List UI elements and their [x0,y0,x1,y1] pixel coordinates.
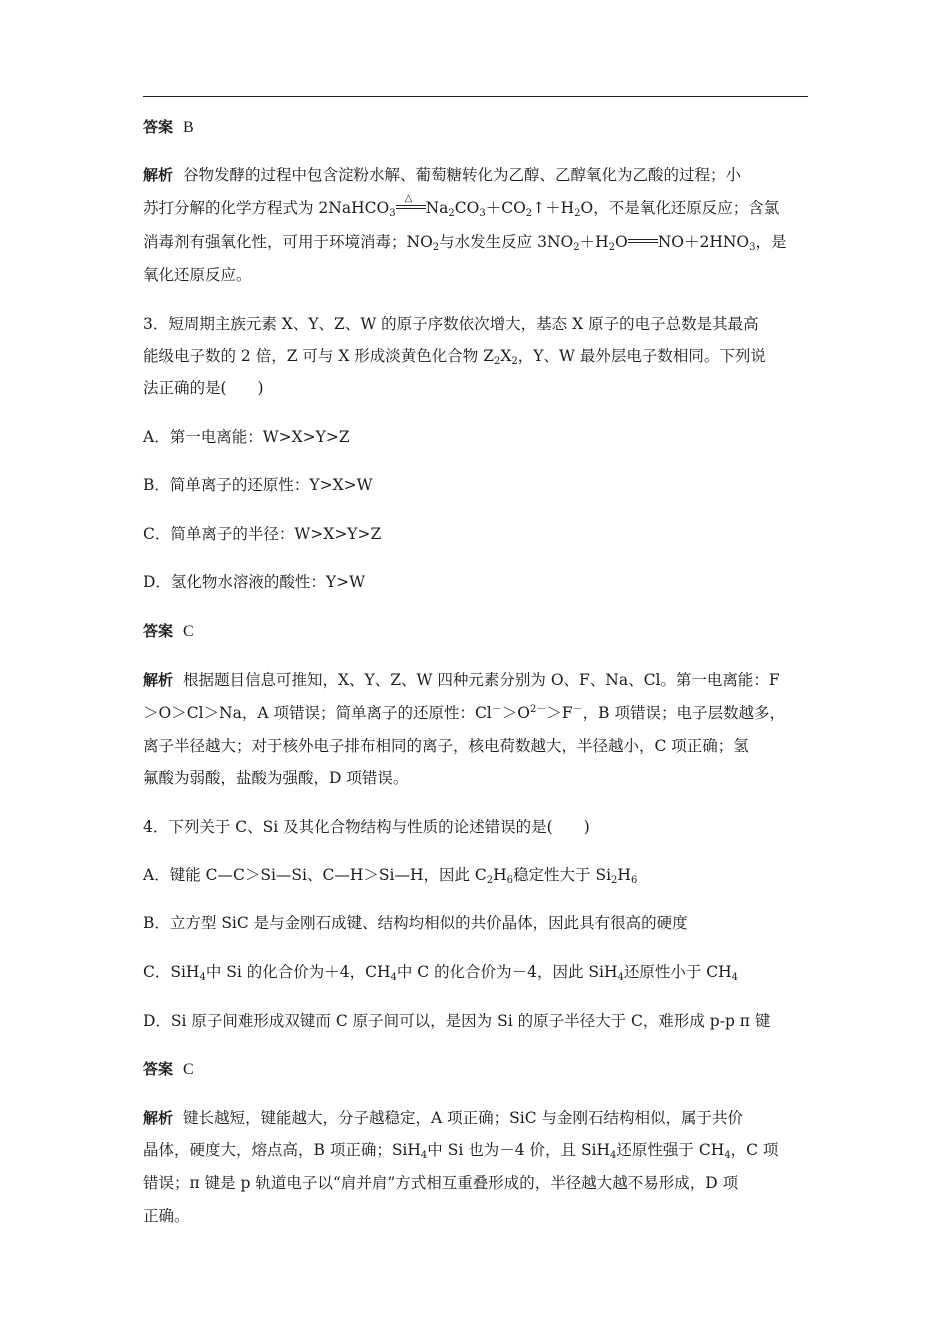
q4-stem: 4．下列关于 C、Si 及其化合物结构与性质的论述错误的是( ) [143,818,590,836]
q2-answer-value: B [183,119,194,136]
q4-option-c: C．SiH$_4$中 Si 的化合价为＋4，$CH_4$中 C 的化合价为－4，因此 SiH$_4$还原性小于 $CH_4$ [143,963,739,983]
q2-analysis-line-2: 苏打分解的化学方程式为 2NaHCO$_3$ △ $Na_2CO_3+CO_2↑+H_2O$，不是氧化还原反应；含氯 [143,198,779,218]
q3-stem-line-2: 能级电子数的 2 倍，Z 可与 X 形成淡黄色化合物 $Z_2X_2$，Y、W 最外层电子数相同。下列说 [143,347,766,367]
answer-label: 答案 [143,118,174,136]
q3-stem-line-1: 3．短周期主族元素 X、Y、Z、W 的原子序数依次增大，基态 X 原子的电子总数是其最高 [143,315,759,333]
q3-analysis-line-1: 解析 根据题目信息可推知，X、Y、Z、W 四种元素分别为 O、F、Na、Cl。第一电离能：F [143,671,780,689]
q3-option-b: B．简单离子的还原性：Y>X>W [143,476,373,494]
answer-label: 答案 [143,622,174,640]
answer-label: 答案 [143,1060,174,1078]
q2-analysis-line-3: 消毒剂有强氧化性，可用于环境消毒；$NO_2$与水发生反应 $3NO_2+H_2O$ $NO+2HNO_3$，是 [143,233,787,253]
q2-analysis-line-1: 解析 谷物发酵的过程中包含淀粉水解、葡萄糖转化为乙醇、乙醇氧化为乙酸的过程；小 [143,166,742,184]
heat-triangle-icon: △ [404,193,413,204]
q4-option-a: A．键能 C—C＞Si—Si、C—H＞Si—H，因此 $C_2H_6$稳定性大于 $Si_2H_6$ [143,866,638,886]
q4-analysis-line-2: 晶体，硬度大，熔点高，B 项正确；SiH$_4$中 Si 也为－4 价，且 SiH$_4$还原性强于 $CH_4$，C 项 [143,1141,779,1161]
q4-option-b: B．立方型 SiC 是与金刚石成键、结构均相似的共价晶体，因此具有很高的硬度 [143,914,688,932]
heating-equals-sign [396,193,426,218]
q3-answer [143,621,194,642]
q3-analysis-line-4: 氟酸为弱酸，盐酸为强酸，D 项错误。 [143,769,409,787]
q4-option-d: D．Si 原子间难形成双键而 C 原子间可以，是因为 Si 的原子半径大于 C，难形成 p-p π 键 [143,1012,771,1030]
q4-analysis-line-1: 解析 键长越短，键能越大，分子越稳定，A 项正确；SiC 与金刚石结构相似，属于共价 [143,1109,744,1127]
q3-option-c: C．简单离子的半径：W>X>Y>Z [143,525,382,543]
q4-analysis-line-4: 正确。 [143,1207,190,1225]
q3-stem-line-3: 法正确的是( ) [143,379,264,397]
q2-answer [143,117,194,138]
q4-answer-value: C [183,1061,194,1078]
q3-option-a: A．第一电离能：W>X>Y>Z [143,428,350,446]
q4-answer [143,1059,194,1080]
q3-analysis-line-2: ＞O＞Cl＞Na，A 项错误；简单离子的还原性：$Cl^->O^{2-}>F^-$，B 项错误；电子层数越多， [143,704,785,722]
q3-answer-value: C [183,623,194,640]
header-rule [143,96,808,97]
analysis-label: 解析 [143,671,174,689]
q3-option-d: D．氢化物水溶液的酸性：Y>W [143,573,366,591]
q3-analysis-line-3: 离子半径越大；对于核外电子排布相同的离子，核电荷数越大，半径越小，C 项正确；氢 [143,737,749,755]
analysis-label: 解析 [143,1109,174,1127]
analysis-label: 解析 [143,166,174,184]
q4-analysis-line-3: 错误；π 键是 p 轨道电子以“肩并肩”方式相互重叠形成的，半径越大越不易形成，D 项 [143,1174,739,1192]
q2-analysis-line-4: 氧化还原反应。 [143,266,252,284]
equals-sign [628,232,658,252]
